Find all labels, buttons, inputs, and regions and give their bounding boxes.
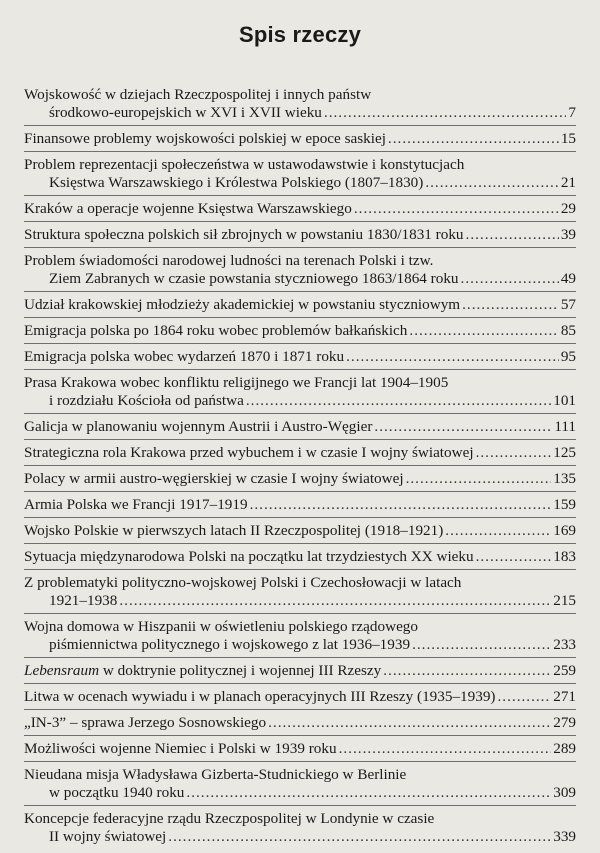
entry-title-line: Problem świadomości narodowej ludności na terenach Polski i tzw. [24,252,434,269]
entry-page-number: 21 [560,174,576,191]
dot-leader [339,740,552,758]
toc-entry[interactable] [24,662,576,684]
toc-entry[interactable] [24,688,576,710]
entry-title-italic: Lebensraum [24,662,100,679]
toc-entry[interactable] [24,810,576,849]
dot-leader [445,522,551,540]
entry-title-line: Emigracja polska wobec wydarzeń 1870 i 1871 roku [24,348,345,365]
dot-leader [425,174,558,192]
entry-title-line: Ziem Zabranych w czasie powstania styczniowego 1863/1864 roku [49,270,459,287]
entry-title-line: w początku 1940 roku [49,784,185,801]
entry-page-number: 7 [568,104,576,121]
entry-title-line: Emigracja polska po 1864 roku wobec problemów bałkańskich [24,322,408,339]
dot-leader [406,470,552,488]
dot-leader [186,784,551,802]
entry-title-line: Strategiczna rola Krakowa przed wybuchem i w czasie I wojny światowej [24,444,474,461]
entry-title-line: Koncepcje federacyjne rządu Rzeczpospolitej w Londynie w czasie [24,810,435,827]
toc-entry[interactable] [24,130,576,152]
dot-leader [388,130,559,148]
entry-title-line: Problem reprezentacji społeczeństwa w ustawodawstwie i konstytucjach [24,156,465,173]
entry-title-line: Udział krakowskiej młodzieży akademickiej w powstaniu styczniowym [24,296,461,313]
toc-entry[interactable] [24,618,576,658]
toc-entry[interactable] [24,444,576,466]
entry-title-line: Nieudana misja Władysława Gizberta-Studnickiego w Berlinie [24,766,407,783]
entry-title-line: Z problematyki polityczno-wojskowej Polski i Czechosłowacji w latach [24,574,462,591]
entry-title-line: piśmiennictwa politycznego i wojskowego z lat 1936–1939 [49,636,411,653]
entry-page-number: 15 [560,130,576,147]
toc-entry[interactable] [24,496,576,518]
entry-page-number: 289 [553,740,576,757]
page-title: Spis rzeczy [238,22,362,47]
entry-title-line: Wojsko Polskie w pierwszych latach II Rzeczpospolitej (1918–1921) [24,522,444,539]
entry-page-number: 309 [553,784,576,801]
entry-title-line: Struktura społeczna polskich sił zbrojnych w powstaniu 1830/1831 roku [24,226,464,243]
entry-page-number: 49 [560,270,576,287]
dot-leader [476,444,552,462]
dot-leader [374,418,552,436]
dot-leader [268,714,551,732]
entry-page-number: 111 [554,418,576,435]
entry-title-line: środkowo-europejskich w XVI i XVII wieku [49,104,322,121]
dot-leader [168,828,551,846]
entry-title-line: „IN-3” – sprawa Jerzego Sosnowskiego [24,714,267,731]
entry-title-line: Finansowe problemy wojskowości polskiej w epoce saskiej [24,130,386,147]
entry-title-line: Litwa w ocenach wywiadu i w planach operacyjnych III Rzeszy (1935–1939) [24,688,496,705]
entry-title-line: Księstwa Warszawskiego i Królestwa Polskiego (1807–1830) [49,174,424,191]
entry-page-number: 39 [560,226,576,243]
dot-leader [498,688,552,706]
entry-page-number: 233 [553,636,576,653]
dot-leader [462,296,559,314]
dot-leader [246,392,551,410]
entry-page-number: 339 [553,828,576,845]
toc-entry[interactable] [24,548,576,570]
entry-page-number: 259 [553,662,576,679]
entry-title-line: i rozdziału Kościoła od państwa [49,392,244,409]
entry-title-line: II wojny światowej [49,828,167,845]
dot-leader [354,200,559,218]
dot-leader [324,104,567,122]
dot-leader [346,348,559,366]
entry-title-line: Wojna domowa w Hiszpanii w oświetleniu polskiego rządowego [24,618,418,635]
dot-leader [476,548,552,566]
toc-entry[interactable] [24,470,576,492]
entry-title-line: Sytuacja międzynarodowa Polski na początku lat trzydziestych XX wieku [24,548,474,565]
toc-entry[interactable] [24,766,576,806]
dot-leader [466,226,559,244]
toc-entry[interactable] [24,296,576,318]
entry-title-line: Armia Polska we Francji 1917–1919 [24,496,248,513]
entry-page-number: 101 [553,392,576,409]
entry-title-line: Galicja w planowaniu wojennym Austrii i Austro-Węgier [24,418,373,435]
dot-leader [119,592,551,610]
toc-entry[interactable] [24,156,576,196]
entry-page-number: 279 [553,714,576,731]
toc-entry[interactable] [24,418,576,440]
toc-entry[interactable] [24,322,576,344]
toc-entry[interactable] [24,226,576,248]
entry-title-line: Polacy w armii austro-węgierskiej w czasie I wojny światowej [24,470,404,487]
table-of-contents [24,86,576,853]
entry-page-number: 95 [560,348,576,365]
entry-title-line: Możliwości wojenne Niemiec i Polski w 1939 roku [24,740,337,757]
entry-page-number: 29 [560,200,576,217]
entry-page-number: 125 [553,444,576,461]
entry-title-line: 1921–1938 [49,592,118,609]
toc-entry[interactable] [24,374,576,414]
toc-entry[interactable] [24,86,576,126]
entry-page-number: 183 [553,548,576,565]
toc-entry[interactable] [24,574,576,614]
toc-entry[interactable] [24,740,576,762]
dot-leader [250,496,552,514]
toc-entry[interactable] [24,200,576,222]
dot-leader [412,636,551,654]
toc-entry[interactable] [24,522,576,544]
entry-title-line: w doktrynie politycznej i wojennej III Rzeszy [99,662,382,679]
dot-leader [409,322,558,340]
entry-page-number: 169 [553,522,576,539]
entry-page-number: 159 [553,496,576,513]
entry-title-line: Wojskowość w dziejach Rzeczpospolitej i innych państw [24,86,372,103]
entry-title-line: Kraków a operacje wojenne Księstwa Warszawskiego [24,200,352,217]
dot-leader [461,270,559,288]
entry-page-number: 85 [560,322,576,339]
toc-entry[interactable] [24,252,576,292]
entry-title-line: Prasa Krakowa wobec konfliktu religijnego we Francji lat 1904–1905 [24,374,449,391]
entry-page-number: 57 [560,296,576,313]
toc-entry[interactable] [24,714,576,736]
entry-page-number: 271 [553,688,576,705]
entry-page-number: 215 [553,592,576,609]
entry-page-number: 135 [553,470,576,487]
toc-entry[interactable] [24,348,576,370]
dot-leader [383,662,551,680]
